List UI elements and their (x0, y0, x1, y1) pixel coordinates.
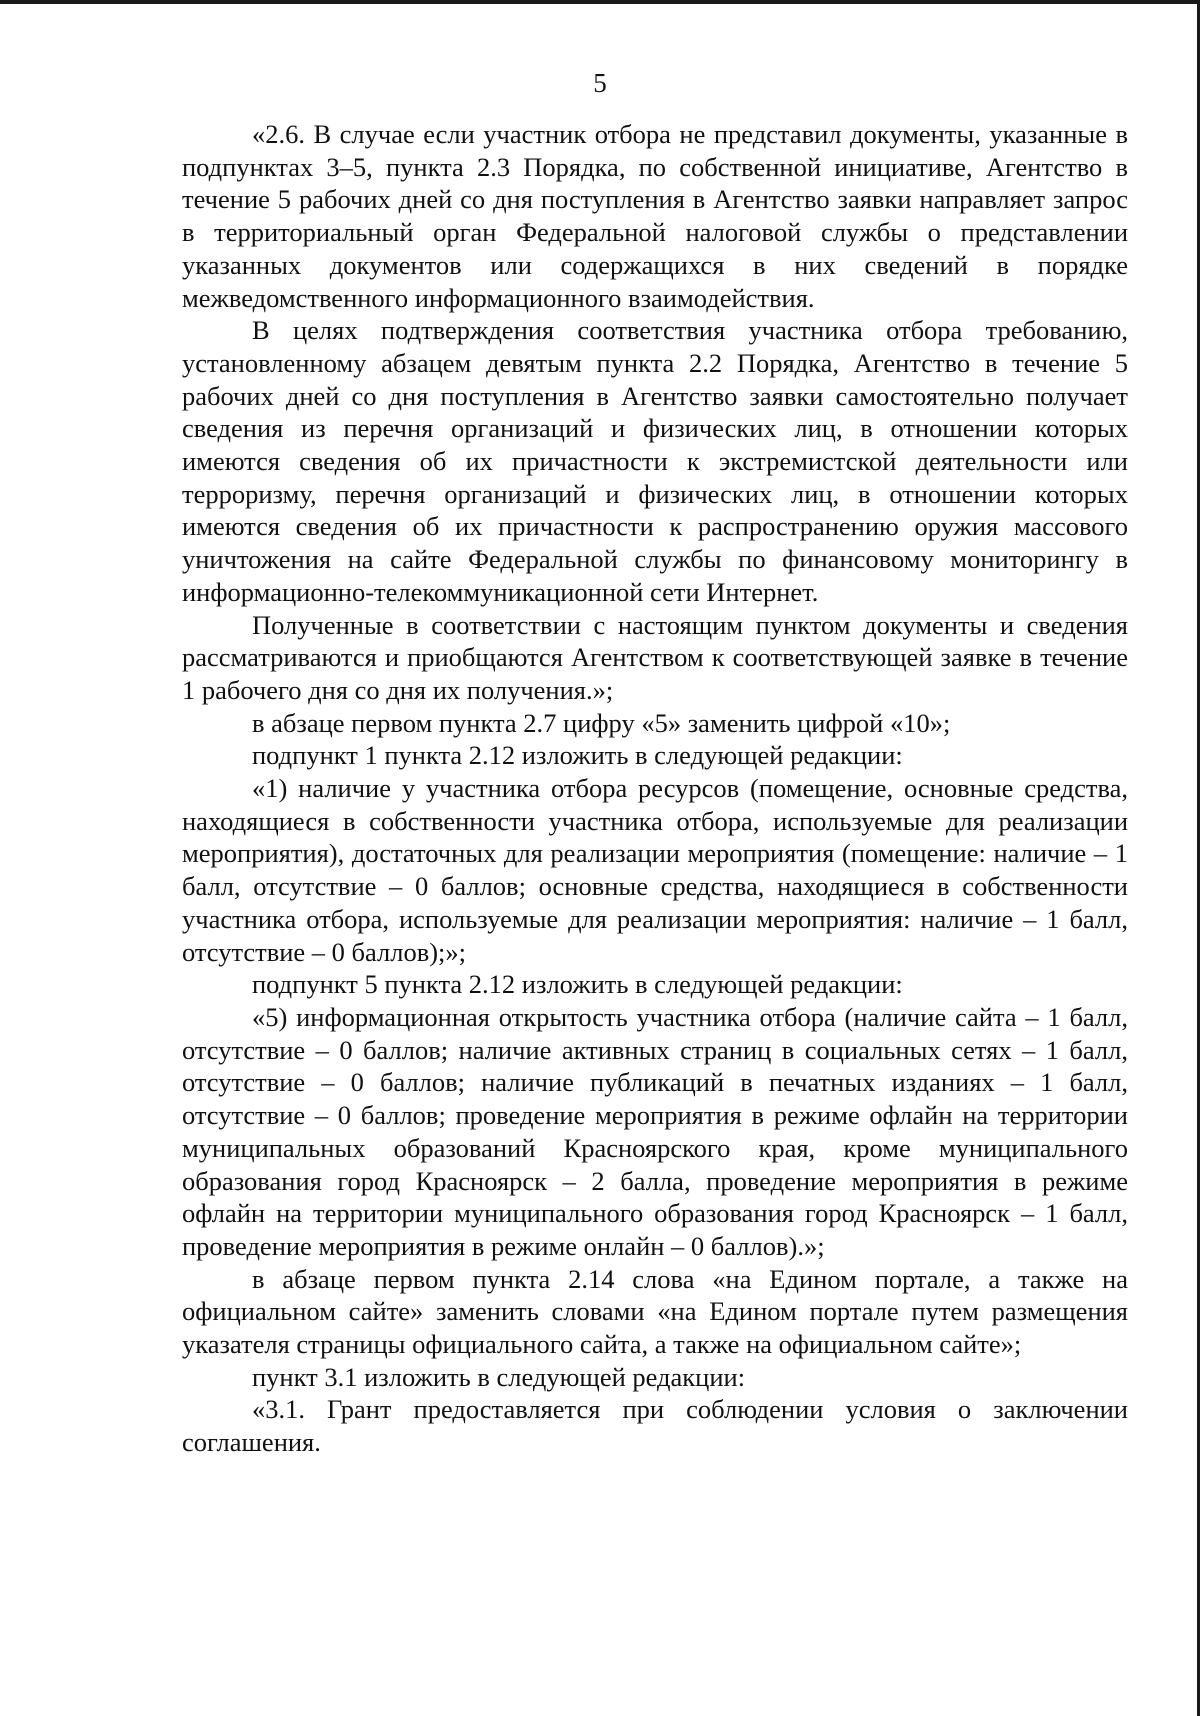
paragraph-item-3-1-intro: пункт 3.1 изложить в следующей редакции: (252, 1361, 746, 1392)
paragraph-subitem-1-intro: подпункт 1 пункта 2.12 изложить в следующей редакции: (252, 740, 903, 771)
paragraph-amend-2-14: в абзаце первом пункта 2.14 слова «на Едином портале, а также на официальном сайте» заменить словами «на Едином портале путем размещения указателя страницы официального сайта, а также на официальном сайте»; (182, 1263, 1128, 1360)
paragraph-amend-2-7: в абзаце первом пункта 2.7 цифру «5» заменить цифрой «10»; (252, 707, 951, 738)
scan-border-top (0, 0, 1200, 4)
paragraph-subitem-5-intro: подпункт 5 пункта 2.12 изложить в следующей редакции: (252, 969, 903, 1000)
document-body (182, 118, 1128, 1459)
paragraph-item-3-1: «3.1. Грант предоставляется при соблюдении условия о заключении соглашения. (182, 1394, 1128, 1458)
paragraph-subitem-5: «5) информационная открытость участника отбора (наличие сайта – 1 балл, отсутствие – 0 баллов; наличие активных страниц в социальных сетях – 1 балл, отсутствие – 0 баллов; наличие публикаций в печатных изданиях – 1 балл, отсутствие – 0 баллов; проведение мероприятия в режиме офлайн на территории муниципальных образований Красноярского края, кроме муниципального образования город Красноярск – 2 балла, проведение мероприятия в режиме офлайн на территории муниципального образования город Красноярск – 1 балл, проведение мероприятия в режиме онлайн – 0 баллов).»; (182, 1001, 1128, 1261)
paragraph-received-documents: Полученные в соответствии с настоящим пунктом документы и сведения рассматриваются и приобщаются Агентством к соответствующей заявке в течение 1 рабочего дня со дня их получения.»; (182, 609, 1128, 705)
paragraph-subitem-1: «1) наличие у участника отбора ресурсов (помещение, основные средства, находящиеся в собственности участника отбора, используемые для реализации мероприятия), достаточных для реализации мероприятия (помещение: наличие – 1 балл, отсутствие – 0 баллов; основные средства, находящиеся в собственности участника отбора, используемые для реализации мероприятия: наличие – 1 балл, отсутствие – 0 баллов);»; (182, 773, 1128, 967)
paragraph-verification: В целях подтверждения соответствия участника отбора требованию, установленному абзацем девятым пункта 2.2 Порядка, Агентство в течение 5 рабочих дней со дня поступления в Агентство заявки самостоятельно получает сведения из перечня организаций и физических лиц, в отношении которых имеются сведения об их причастности к экстремистской деятельности или терроризму, перечня организаций и физических лиц, в отношении которых имеются сведения об их причастности к распространению оружия массового уничтожения на сайте Федеральной службы по финансовому мониторингу в информационно-телекоммуникационной сети Интернет. (182, 315, 1128, 607)
page-number: 5 (593, 68, 607, 98)
paragraph-2-6: «2.6. В случае если участник отбора не представил документы, указанные в подпунктах 3–5, пункта 2.3 Порядка, по собственной инициативе, Агентство в течение 5 рабочих дней со дня поступления в Агентство заявки направляет запрос в территориальный орган Федеральной налоговой службы о представлении указанных документов или содержащихся в них сведений в порядке межведомственного информационного взаимодействия. (182, 119, 1128, 313)
